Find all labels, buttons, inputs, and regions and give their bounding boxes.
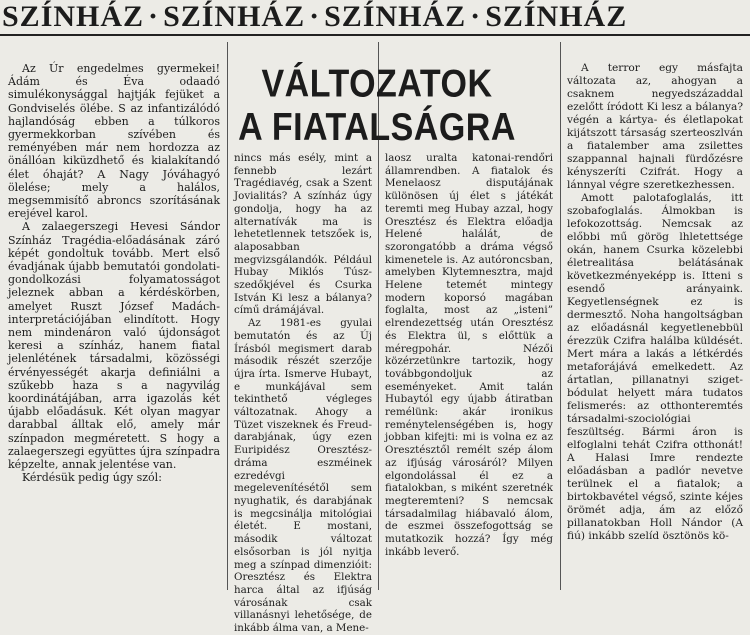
section-masthead <box>0 0 750 36</box>
headline-line-2: A FIATALSÁGRA <box>238 105 516 150</box>
column-divider <box>227 42 228 590</box>
masthead-separator: · <box>148 0 160 33</box>
paragraph: laosz uralta katonai-rendőri államrendben. A fiatalok és Menelaosz disputájának különösen új élet s játékát teremti meg Hubay azzal, hogy Oresztész és Elektra előadja Helené halálát, de szorongatóbb a dráma végső kimenetele is. Az autóroncsban, amelyben Klytemnesztra, majd Helene tetemét mintegy modern koporsó magában foglalta, most az „isteni” elrendezettség után Oresztész és Elektra ül, s előttük a méregpohár. Nézői közérzetünkre tartozik, hogy továbbgondoljuk az eseményeket. Amit talán Hubaytól egy újabb átiratban remélünk: akár ironikus reménytelenségében is, hogy jobban kifejti: mi is volna ez az Oresztésztől remélt szép álom az ifjúság városáról? Milyen elgondolással él ez a fiatalokban, s miként szeretnék megteremteni? S nemcsak társadalmilag hiábavaló álom, de eszmei összefogottság se mutatkozik hozzá? Így még inkább leverő. <box>385 152 553 558</box>
paragraph: A zalaegerszegi Hevesi Sándor Színház Tragédia-előadásának záró képét gondoltuk tovább. Mert első évadjának újabb bemutatói gondolati-gondolkozási folyamatosságot jeleznek abban a kérdéskörben, amelyet Ruszt József Madách-interpretációjában elindított. Hogy nem mindenáron való újdonságot keresi a színház, hanem fiatal jelenlétének társadalmi, közösségi érvényességét akarja definiálni a szűkebb haza s a nagyvilág koordinátájában, arra igazolás két újabb előadásuk. Két olyan magyar darabbal álltak elő, amely már színpadon megméretett. S hogy a zalaegerszegi együttes újra színpadra képzelte, annak jelentése van. <box>8 220 220 472</box>
paragraph: Az 1981-es gyulai bemutatón és az Új Írásból megismert darab második részét szerzője újra írta. Ismerve Hubayt, e munkájával sem tekinthető végleges változatnak. Ahogy a Tüzet viszeknek és Freud-darabjának, úgy ezen Euripidész Oresztész-dráma eszméinek ezredévgi megelevenítésétől sem nyughatik, és darabjának is megcsinálja mitológiai életét. E mostani, második változat elsősorban is jól nyitja meg a színpad dimenzióit: Oresztész és Elektra harca által az ifjúság városának csak villanásnyi lehetősége, de inkább álma van, a Mene- <box>234 317 372 635</box>
masthead-section-3: SZÍNHÁZ <box>324 0 467 33</box>
headline-line-1: VÁLTOZATOK <box>261 62 493 106</box>
paragraph: Az Úr engedelmes gyermekei! Ádám és Éva odaadó simulékonysággal hajtják fejüket a Gondviselés ölébe. S az infantizálódó hajlandóság ebben a túlkoros gyermekkorban szívében és reményében már nem hordozza az önállóan kiküzdhető és kialakítandó élet óhaját? A Nagy Jóváhagyó ölelése; mely a halálos, megsemmisítő abroncs szorításának erejével karol. <box>8 62 220 221</box>
masthead-section-2: SZÍNHÁZ <box>163 0 306 33</box>
article-column-3 <box>385 152 553 559</box>
paragraph: Kérdésük pedig úgy szól: <box>22 471 162 485</box>
article-column-2 <box>234 152 372 635</box>
masthead-section-1: SZÍNHÁZ <box>2 0 145 33</box>
column-divider <box>560 42 561 590</box>
paragraph: A terror egy másfajta változata az, ahogyan a csaknem negyedszázaddal ezelőtt íródott Ki lesz a bálanya? végén a kártya- és életlapokat kijátszott társaság szerteoszlván a fiatalember ama zsilettes szappannal hajnali fürdőzésre kényszeríti Czifrát. Hogy a lánnyal végre szeretkezhessen. <box>567 62 743 191</box>
article-headline <box>236 62 518 149</box>
masthead-separator: · <box>470 0 482 33</box>
paragraph: nincs más esély, mint a fennebb lezárt Tragédiavég, csak a Szent Jovialitás? A színház úgy gondolja, hogy ha az alternatívák ma is lehetetlennek tetszőek is, alaposabban megvizsgálandók. Például Hubay Miklós Túsz-szedőkjével és Csurka István Ki lesz a bálanya? című drámájával. <box>234 152 372 317</box>
article-column-1 <box>8 62 220 485</box>
article-column-4 <box>567 62 743 543</box>
paragraph: Amott palotafoglalás, itt szobafoglalás. Álmokban is lefokozottság. Nemcsak az előbbi mű görög lhletettsége okán, hanem Csurka közelebbi életrealitása belátásának következményeképp is. Itteni s esendő arányaink. Kegyetlenségnek ez is dermesztő. Noha hangoltságban az előadásnál kegyetlenebbül érezzük Czifra halálba küldését. Mert mára a lakás a létkérdés metaforájává emelkedett. Az ártatlan, pillanatnyi sziget-bódulat helyett mára tudatos felismerés: az otthonteremtés társadalmi-szociológiai feszültség. Bármi áron is elfoglalni tehát Czifra otthonát! A Halasi Imre rendezte előadásban a padlór nevetve terülnek el a fiatalok; a birtokbavétel végső, szinte kéjes örömét adja, ám az előző pillanatokban Holl Nándor (A fiú) inkább szelíd ösztönös kö- <box>567 192 743 542</box>
masthead-section-4: SZÍNHÁZ <box>485 0 628 33</box>
masthead-separator: · <box>309 0 321 33</box>
